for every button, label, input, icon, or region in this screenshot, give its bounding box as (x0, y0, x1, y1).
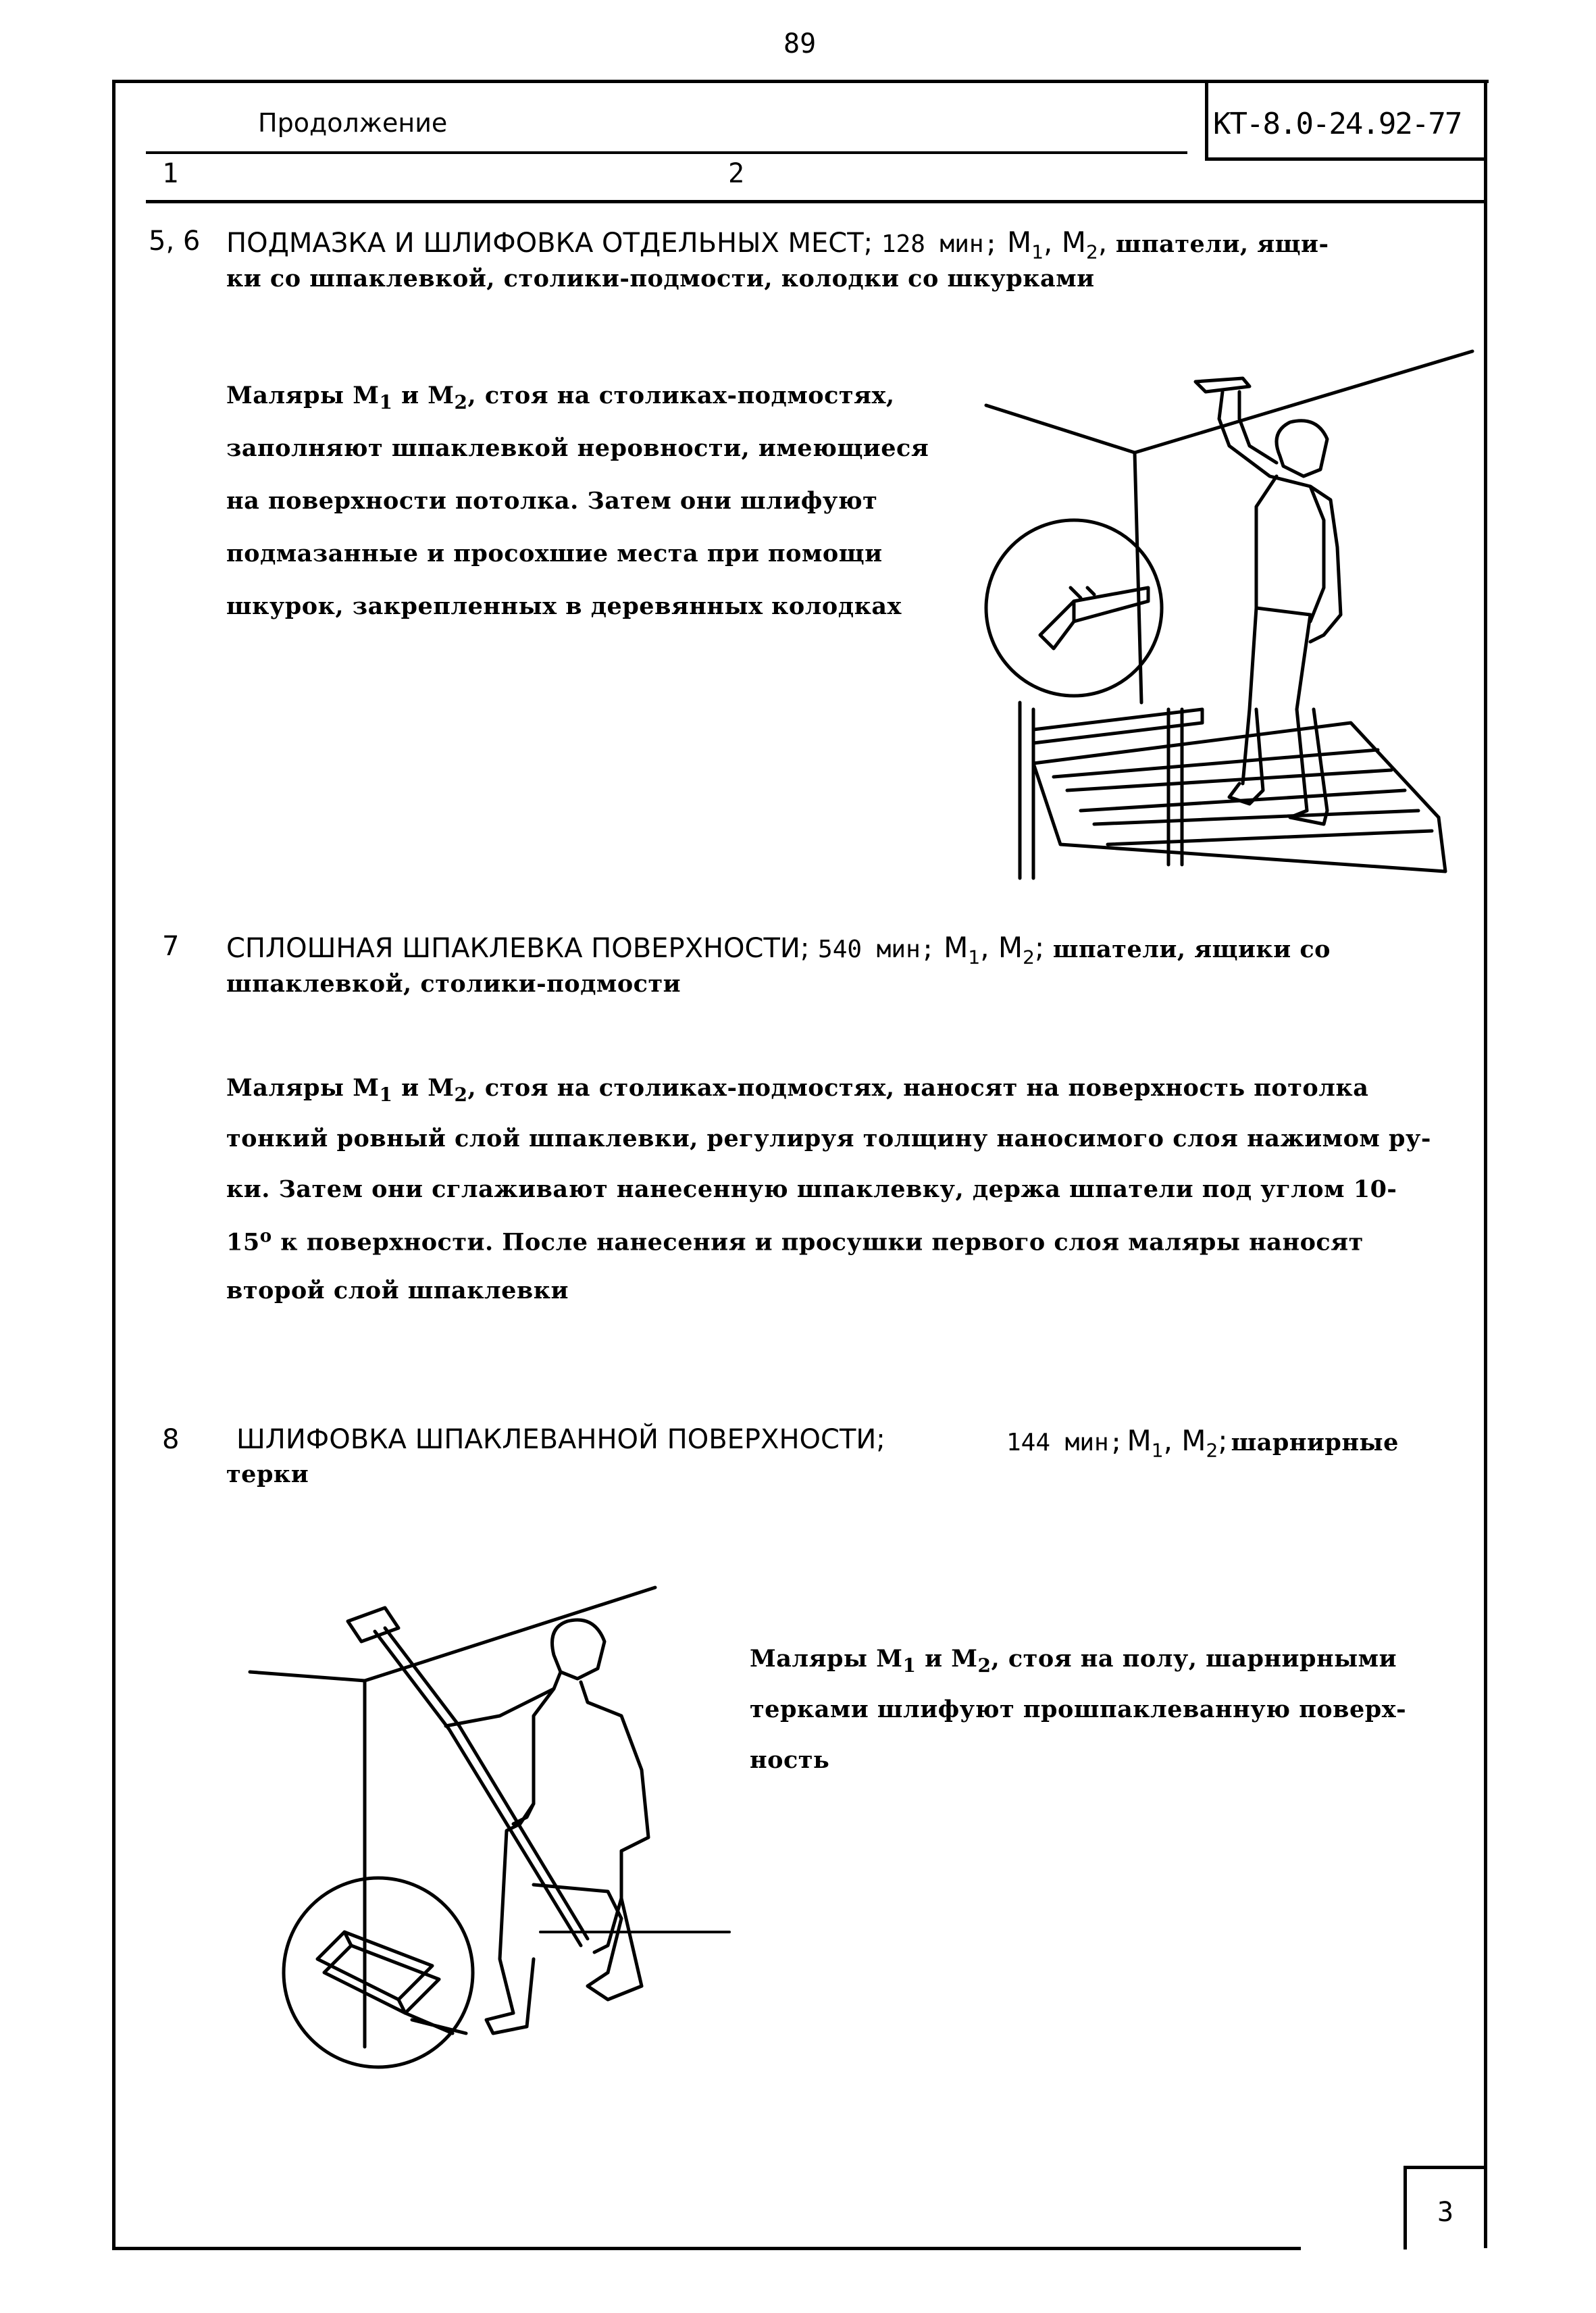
header-bottom-line (146, 200, 1484, 203)
op7-tools: шпаклевкой, столики-подмости (226, 970, 681, 998)
op7-desc-line1: Маляры $М_1$ и $М_2$, стоя на столиках-подмостях, наносят на поверхность потолка (226, 1074, 1369, 1106)
sanding-illustration (243, 1581, 756, 2067)
column-1-header: 1 (162, 158, 179, 189)
op56-desc-line5: шкурок, закрепленных в деревянных колодках (226, 592, 902, 620)
op8-desc-line2: терками шлифуют прошпаклеванную поверх- (750, 1696, 1407, 1723)
op7-desc-line2: тонкий ровный слой шпаклевки, регулируя толщину наносимого слоя нажимом ру- (226, 1125, 1431, 1152)
op8-desc-line1: Маляры $М_1$ и $М_2$, стоя на полу, шарнирными (750, 1645, 1397, 1677)
op8-title-right: 144 мин; $М_1$, $М_2$; шарнирные (1006, 1424, 1399, 1462)
column-2-header: 2 (728, 158, 745, 189)
frame-bottom-line (112, 2247, 1301, 2250)
op56-desc-line3: на поверхности потолка. Затем они шлифуют (226, 487, 878, 515)
op56-number: 5, 6 (149, 226, 201, 257)
op8-number: 8 (162, 1424, 180, 1455)
op56-desc-line1: Маляры $М_1$ и $М_2$, стоя на столиках-подмостях, (226, 382, 895, 413)
op56-tools: ки со шпаклевкой, столики-подмости, колодки со шкурками (226, 265, 1095, 293)
op8-desc-line3: ность (750, 1746, 830, 1774)
op56-desc-line2: заполняют шпаклевкой неровности, имеющиеся (226, 434, 929, 462)
frame-left-line (112, 80, 115, 2248)
ceiling-putty-illustration (973, 345, 1486, 885)
doc-code: КТ-8.0-24.92-77 (1213, 107, 1462, 141)
continuation-label: Продолжение (258, 108, 448, 138)
op56-desc-line4: подмазанные и просохшие места при помощи (226, 540, 883, 567)
page-number: 89 (783, 28, 817, 59)
op56-title: ПОДМАЗКА И ШЛИФОВКА ОТДЕЛЬНЫХ МЕСТ; 128 мин; $М_1$, $М_2$, шпатели, ящи- (226, 226, 1329, 263)
op8-title: ШЛИФОВКА ШПАКЛЕВАННОЙ ПОВЕРХНОСТИ; (236, 1424, 885, 1455)
op7-desc-line5: второй слой шпаклевки (226, 1277, 569, 1304)
op7-desc-line4: $15^о$ к поверхности. После нанесения и просушки первого слоя маляры наносят (226, 1226, 1364, 1256)
sheet-number: 3 (1437, 2197, 1454, 2228)
op7-desc-line3: ки. Затем они сглаживают нанесенную шпаклевку, держа шпатели под углом 10- (226, 1175, 1397, 1203)
op7-title: СПЛОШНАЯ ШПАКЛЕВКА ПОВЕРХНОСТИ; 540 мин; $М_1$, $М_2$; шпатели, ящики со (226, 931, 1331, 969)
header-divider (146, 151, 1187, 154)
op7-number: 7 (162, 931, 180, 962)
op8-tools: терки (226, 1460, 309, 1488)
